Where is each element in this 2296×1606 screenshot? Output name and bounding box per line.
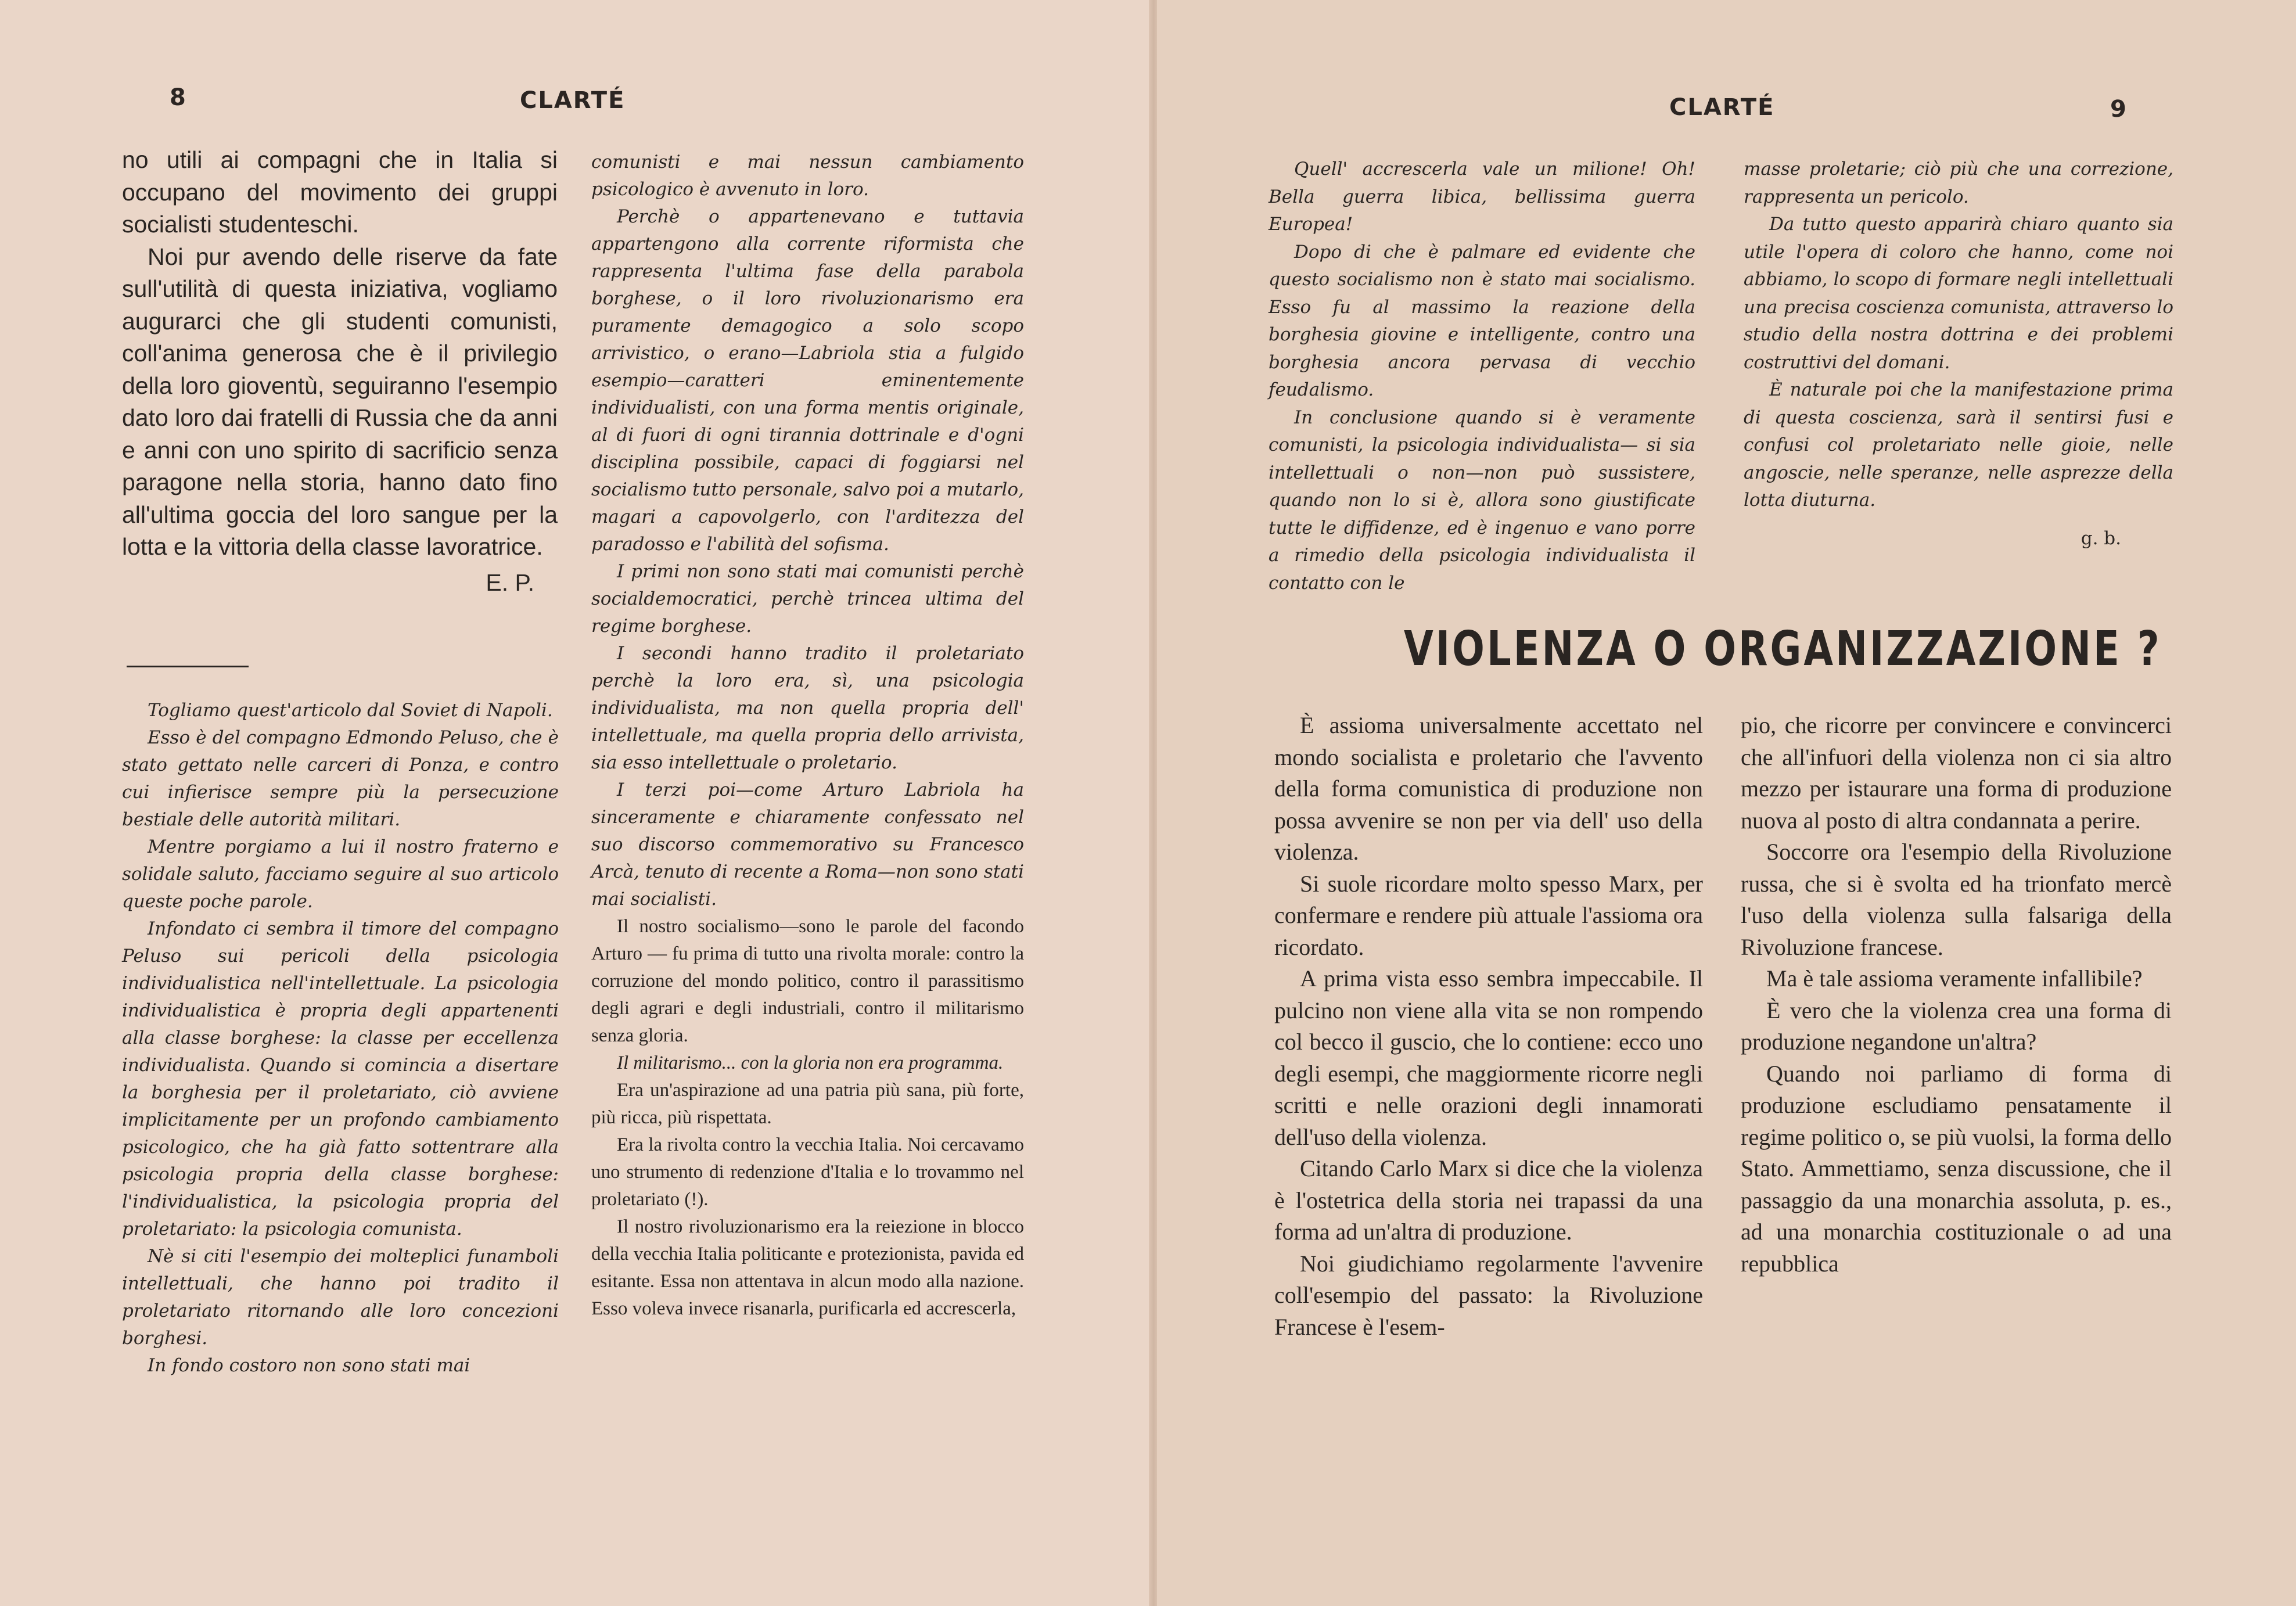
- paragraph: Citando Carlo Marx si dice che la violenza è l'ostetrica della storia nei trapassi da una forma ad un'altra di produzione.: [1274, 1155, 1703, 1245]
- paragraph: Perchè o appartenevano e tuttavia appartengono alla corrente riformista che rappresenta l'ultima fase della parabola borghese, o il loro rivoluzionarismo era puramente demagogico a solo scopo arrivistico, o erano—Labriola stia a fulgido esempio—caratteri eminentemente individualisti, con una forma mentis originale, al di fuori di ogni tirannia dottrinale e d'ogni disciplina possibile, capaci di foggiarsi nel socialismo tutto personale, salvo poi a mutarlo, magari a capovolgerlo, con l'arditezza del paradosso e l'abilità del sofisma.: [591, 206, 1024, 555]
- right-col1-text: [1269, 156, 1695, 597]
- paragraph: È vero che la violenza crea una forma di produzione negandone un'altra?: [1741, 997, 2172, 1055]
- paragraph: A prima vista esso sembra impeccabile. Il pulcino non viene alla vita se non rompendo col becco il guscio, che lo contiene: ecco uno degli esempi, che maggiormente ricorre negli scritti e nelle orazioni degli innamorati dell'uso della violenza.: [1274, 965, 1703, 1150]
- right-page-number: 9: [2110, 96, 2128, 123]
- paragraph: Noi pur avendo delle riserve da fate sull'utilità di questa iniziativa, vogliamo augurarci che gli studenti comunisti, coll'anima generosa che è il privilegio della loro gioventù, seguiranno l'esempio dato loro dai fratelli di Russia che da anni e anni con uno spirito di sacrificio senza paragone nella storia, hanno dato fino all'ultima goccia del loro sangue per la lotta e la vittoria della classe lavoratrice.: [122, 243, 558, 560]
- paragraph: Il militarismo... con la gloria non era programma.: [617, 1052, 1004, 1073]
- article-headline: VIOLENZA O ORGANIZZAZIONE ?: [1404, 621, 2162, 677]
- left-running-head: CLARTÉ: [520, 87, 626, 114]
- left-col2-text: [591, 149, 1024, 1323]
- left-col1-note: [122, 697, 559, 1379]
- paragraph: In fondo costoro non sono stati mai: [148, 1355, 470, 1376]
- paragraph: Era un'aspirazione ad una patria più sana, più forte, più ricca, più rispettata.: [591, 1080, 1024, 1128]
- right-running-head: CLARTÉ: [1669, 94, 1775, 121]
- paragraph: masse proletarie; ciò più che una correzione, rappresenta un pericolo.: [1744, 159, 2173, 207]
- paragraph: I secondi hanno tradito il proletariato perchè la loro era, sì, una psicologia individualista, ma non quella propria dell' intellettuale, ma quella propria dello arrivista, sia esso intellettuale o proletario.: [591, 643, 1024, 773]
- paragraph: Togliamo quest'articolo dal Soviet di Napoli.: [148, 700, 553, 721]
- paragraph: comunisti e mai nessun cambiamento psicologico è avvenuto in loro.: [591, 152, 1024, 200]
- paragraph: I primi non sono stati mai comunisti perchè socialdemocratici, perchè trincea ultima del regime borghese.: [591, 561, 1024, 637]
- paragraph: Il nostro rivoluzionarismo era la reiezione in blocco della vecchia Italia politicante e protezionista, pavida ed esitante. Essa non attentava in alcun modo alla nazione. Esso voleva invece risanarla, purificarla ed accrescerla,: [591, 1216, 1024, 1319]
- paragraph: In conclusione quando si è veramente comunisti, la psicologia individualista— si sia intellettuali o non—non può sussistere, quando non lo si è, allora sono giustificate tutte le diffidenze, ed è ingenuo e vano porre a rimedio della psicologia individualista il contatto con le: [1269, 407, 1695, 594]
- paragraph: È naturale poi che la manifestazione prima di questa coscienza, sarà il sentirsi fusi e confusi col proletariato nelle gioie, nelle angoscie, nelle speranze, nelle asprezze della lotta diuturna.: [1744, 379, 2173, 511]
- paragraph: Noi giudichiamo regolarmente l'avvenire coll'esempio del passato: la Rivoluzione Francese è l'esem-: [1274, 1250, 1703, 1340]
- paragraph: pio, che ricorre per convincere e convincerci che all'infuori della violenza non ci sia altro mezzo per istaurare una forma di produzione nuova al posto di altra condannata a perire.: [1741, 712, 2172, 833]
- paragraph: Mentre porgiamo a lui il nostro fraterno e solidale saluto, facciamo seguire al suo articolo queste poche parole.: [122, 836, 559, 912]
- signature: g. b.: [2081, 527, 2121, 549]
- article-col1: [1274, 710, 1703, 1343]
- left-page-number: 8: [170, 84, 187, 111]
- paragraph: Infondato ci sembra il timore del compagno Peluso sui pericoli della psicologia individualistica nell'intellettuale. La psicologia individualistica è propria degli appartenenti alla classe borghese: la classe per eccellenza individualista. Quando si comincia a disertare la borghesia per il proletariato, ciò avviene implicitamente per un profondo cambiamento psicologico, che ha già fatto sottentrare alla psicologia propria della classe borghese: l'individualistica, la psicologia propria del proletariato: la psicologia comunista.: [122, 918, 559, 1239]
- paragraph: Nè si citi l'esempio dei molteplici funamboli intellettuali, che hanno poi tradito il proletariato ritornando alle loro concezioni borghesi.: [122, 1246, 559, 1349]
- paragraph: Dopo di che è palmare ed evidente che questo socialismo non è stato mai socialismo. Esso fu al massimo la reazione della borghesia giovine e intelligente, contro una borghesia ancora pervasa di vecchio feudalismo.: [1269, 241, 1695, 400]
- right-page: [1157, 0, 2296, 1606]
- paragraph: no utili ai compagni che in Italia si occupano del movimento dei gruppi socialisti studenteschi.: [122, 146, 558, 238]
- right-col2-text: [1744, 156, 2173, 552]
- paragraph: Quando noi parliamo di forma di produzione escludiamo pensatamente il regime politico o, se più vuolsi, la forma dello Stato. Ammettiamo, senza discussione, che il passaggio da una monarchia assoluta, p. es., ad una monarchia costituzionale o ad una repubblica: [1741, 1060, 2172, 1277]
- paragraph: Si suole ricordare molto spesso Marx, per confermare e rendere più attuale l'assioma ora ricordato.: [1274, 870, 1703, 960]
- signature: E. P.: [486, 569, 534, 596]
- left-col1-text: [122, 144, 558, 599]
- paragraph: Era la rivolta contro la vecchia Italia. Noi cercavamo uno strumento di redenzione d'Italia e lo trovammo nel proletariato (!).: [591, 1134, 1024, 1210]
- paragraph: Esso è del compagno Edmondo Peluso, che è stato gettato nelle carceri di Ponza, e contro cui infierisce sempre più la persecuzione bestiale delle autorità militari.: [122, 727, 559, 830]
- paragraph: I terzi poi—come Arturo Labriola ha sinceramente e chiaramente confessato nel suo discorso commemorativo su Francesco Arcà, tenuto di recente a Roma—non sono stati mai socialisti.: [591, 779, 1024, 910]
- paragraph: Soccorre ora l'esempio della Rivoluzione russa, che si è svolta ed ha trionfato mercè l'uso della violenza sulla falsariga della Rivoluzione francese.: [1741, 839, 2172, 960]
- separator-rule: [127, 666, 249, 667]
- paragraph: Da tutto questo apparirà chiaro quanto sia utile l'opera di coloro che hanno, come noi abbiamo, lo scopo di formare negli intellettuali una precisa coscienza comunista, attraverso lo studio della nostra dottrina e dei problemi costruttivi del domani.: [1744, 214, 2173, 373]
- paragraph: È assioma universalmente accettato nel mondo socialista e proletario che l'avvento della forma comunistica di produzione non possa avvenire se non per via dell' uso della violenza.: [1274, 712, 1703, 865]
- article-col2: [1741, 710, 2172, 1280]
- paragraph: Quell' accrescerla vale un milione! Oh! Bella guerra libica, bellissima guerra Europea!: [1269, 159, 1695, 235]
- paragraph: Ma è tale assioma veramente infallibile?: [1766, 965, 2143, 991]
- paragraph: Il nostro socialismo—sono le parole del facondo Arturo — fu prima di tutto una rivolta morale: contro la corruzione del mondo politico, contro il parassitismo degli agrari e degli industriali, contro il militarismo senza gloria.: [591, 916, 1024, 1046]
